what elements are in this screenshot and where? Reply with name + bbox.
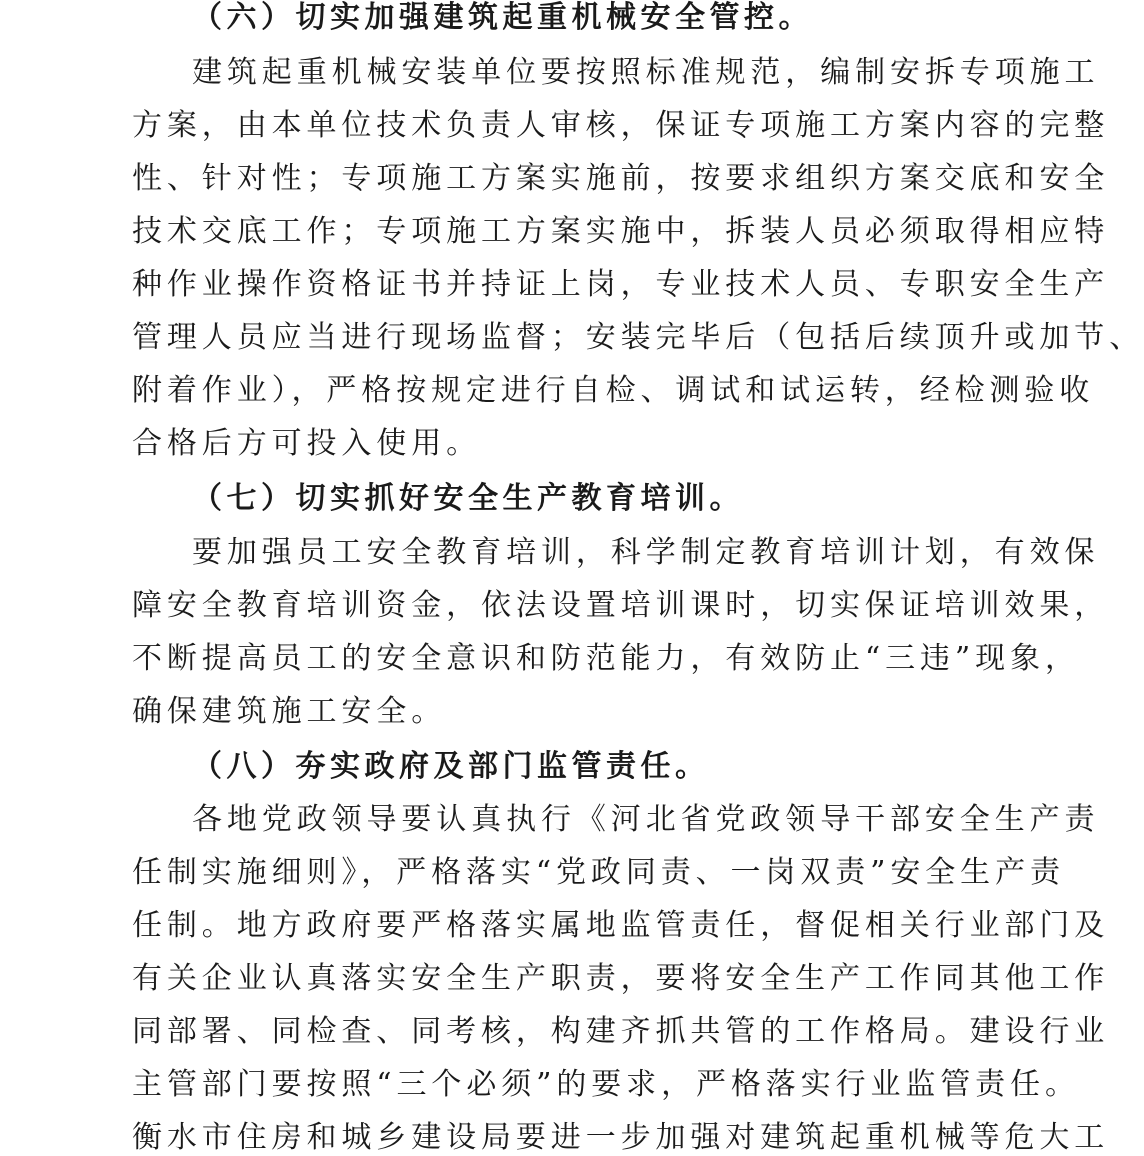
paragraph-line: 建筑起重机械安装单位要按照标准规范，编制安拆专项施工 (192, 55, 1100, 90)
section-heading-8: （八）夯实政府及部门监管责任。 (192, 749, 710, 784)
paragraph-line: 附着作业），严格按规定进行自检、调试和试运转，经检测验收 (132, 373, 1095, 408)
paragraph-line: 任制。地方政府要严格落实属地监管责任，督促相关行业部门及 (132, 908, 1110, 943)
paragraph-line: 任制实施细则》，严格落实“党政同责、一岗双责”安全生产责 (132, 855, 1065, 890)
paragraph-line: 衡水市住房和城乡建设局要进一步加强对建筑起重机械等危大工 (132, 1120, 1110, 1155)
paragraph-line: 方案，由本单位技术负责人审核，保证专项施工方案内容的完整 (132, 108, 1110, 143)
paragraph-line: 主管部门要按照“三个必须”的要求，严格落实行业监管责任。 (132, 1067, 1080, 1102)
paragraph-line: 不断提高员工的安全意识和防范能力，有效防止“三违”现象， (132, 641, 1080, 676)
paragraph-line: 各地党政领导要认真执行《河北省党政领导干部安全生产责 (192, 802, 1100, 837)
paragraph-line: 确保建筑施工安全。 (132, 694, 447, 729)
paragraph-line: 管理人员应当进行现场监督；安装完毕后（包括后续顶升或加节、 (132, 320, 1144, 355)
section-heading-7: （七）切实抓好安全生产教育培训。 (192, 481, 744, 516)
paragraph-line: 有关企业认真落实安全生产职责，要将安全生产工作同其他工作 (132, 961, 1110, 996)
paragraph-line: 技术交底工作；专项施工方案实施中，拆装人员必须取得相应特 (132, 214, 1110, 249)
paragraph-line: 种作业操作资格证书并持证上岗，专业技术人员、专职安全生产 (132, 267, 1110, 302)
paragraph-line: 性、针对性；专项施工方案实施前，按要求组织方案交底和安全 (132, 161, 1110, 196)
paragraph-line: 合格后方可投入使用。 (132, 426, 481, 461)
paragraph-line: 要加强员工安全教育培训，科学制定教育培训计划，有效保 (192, 535, 1100, 570)
section-heading-6: （六）切实加强建筑起重机械安全管控。 (192, 0, 813, 35)
paragraph-line: 同部署、同检查、同考核，构建齐抓共管的工作格局。建设行业 (132, 1014, 1110, 1049)
paragraph-line: 障安全教育培训资金，依法设置培训课时，切实保证培训效果， (132, 588, 1110, 623)
